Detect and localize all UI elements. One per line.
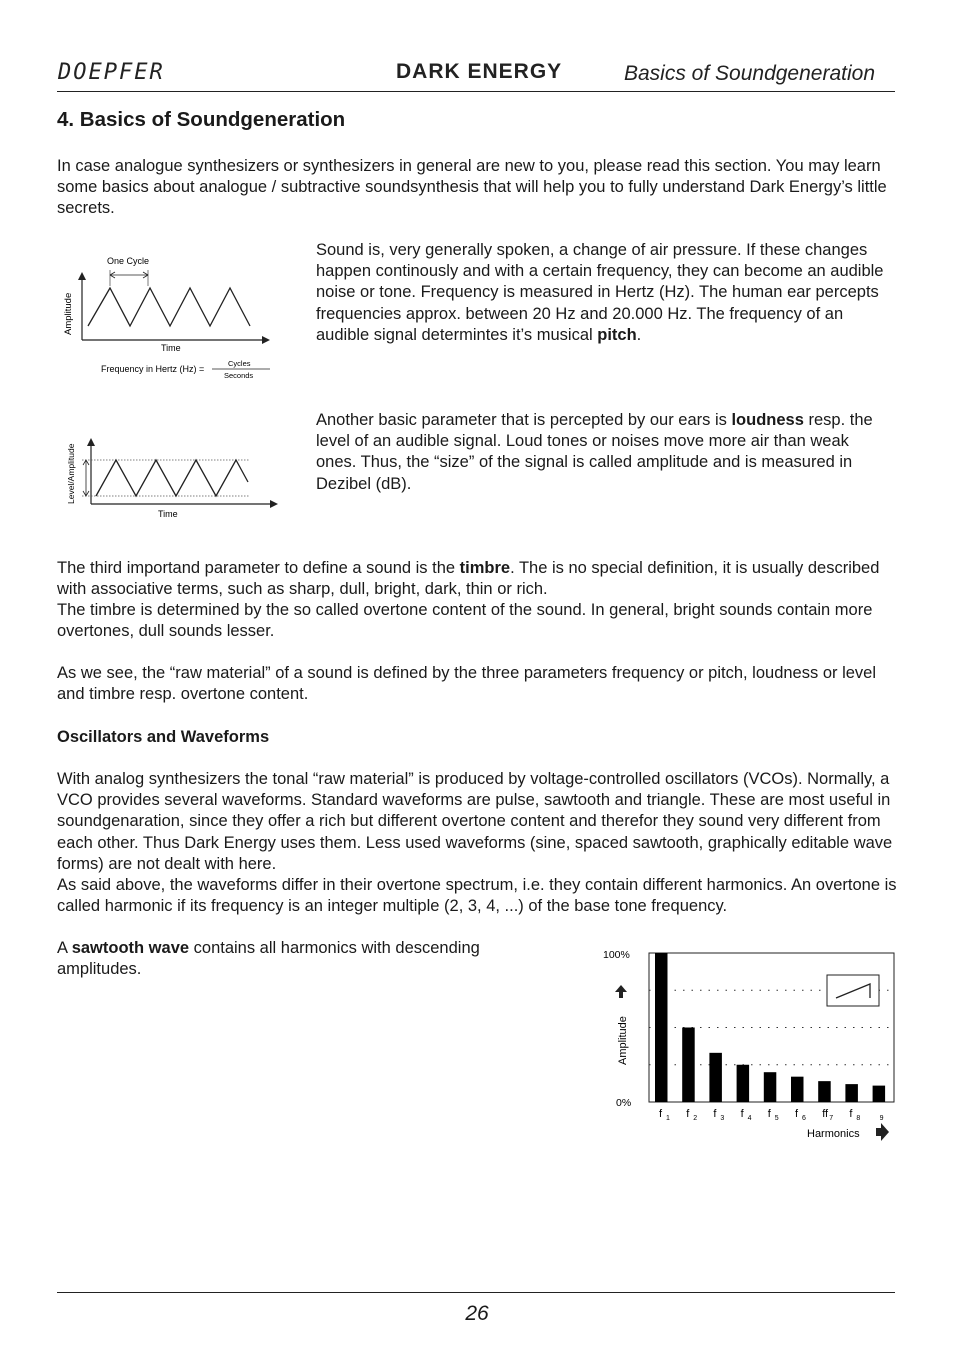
brand-logo: DOEPFER [58, 60, 165, 85]
frequency-paragraph: Sound is, very generally spoken, a change of air pressure. If these changes happen continously and with a certain frequency, they can become an audible noise or tone. Frequency is measured in Hertz (Hz). The human ear percepts frequencies approx. between 20 Hz and 20.000 Hz. The frequency of an audible signal determintes it’s musical pitch. [316, 241, 884, 344]
page-title: 4. Basics of Soundgeneration [57, 108, 346, 131]
intro-paragraph: In case analogue synthesizers or synthesizers in general are new to you, please read this section. You may learn some basics about analogue / subtractive soundsynthesis that will help you to fully understand Dark Energy’s little secrets. [57, 157, 887, 218]
tick-label-f5: f [767, 1108, 771, 1120]
bar-f6 [791, 1077, 804, 1102]
tick-label-f3: f [713, 1108, 717, 1120]
sawtooth-term: sawtooth wave [71, 939, 190, 957]
oscillators-subheading: Oscillators and Waveforms [57, 728, 270, 746]
tick-label-f6: f [795, 1108, 799, 1120]
bar-f3 [709, 1053, 722, 1102]
header-rule [57, 91, 895, 92]
arrow-up-icon [615, 985, 627, 998]
header-section-title: Basics of Soundgeneration [624, 62, 876, 85]
tick-subscript-f2: 2 [693, 1115, 698, 1122]
time-axis-label: Time [161, 343, 181, 353]
bar-f5 [764, 1072, 777, 1102]
bar-f4 [737, 1065, 750, 1102]
tick-label-f8: f [849, 1108, 853, 1120]
tick-subscript-f6: 6 [802, 1115, 806, 1122]
sawtooth-paragraph: A sawtooth wave contains all harmonics with descending amplitudes. [57, 939, 480, 979]
tick-subscript-f1: 1 [666, 1115, 670, 1122]
tick-label-f4: f [740, 1108, 744, 1120]
loudness-paragraph: Another basic parameter that is percepted by our ears is loudness resp. the level of an audible signal. Loud tones or noises move more air than weak ones. Thus, the “size” of the signal is called amplitude and is measured in Dezibel (dB). [316, 411, 873, 493]
tick-subscript-f8: 8 [856, 1115, 861, 1122]
raw-material-paragraph: As we see, the “raw material” of a sound is defined by the three parameters frequency or pitch, loudness or level and timbre resp. overtone content. [57, 664, 877, 704]
tick-subscript-f5: 5 [774, 1115, 779, 1122]
formula-numerator: Cycles [228, 359, 251, 368]
tick-subscript-f9: 9 [879, 1115, 884, 1122]
formula-denominator: Seconds [224, 371, 254, 380]
harmonics-paragraph: As said above, the waveforms differ in their overtone spectrum, i.e. they contain different harmonics. An overtone is called harmonic if its frequency is an integer multiple (2, 3, 4, ...) of the base tone frequency. [57, 876, 897, 916]
bar-f7 [818, 1081, 831, 1102]
x-axis-label: Harmonics [807, 1128, 860, 1140]
footer-rule [57, 1292, 895, 1293]
tick-labels [659, 1108, 884, 1122]
overtone-paragraph: The timbre is determined by the so called overtone content of the sound. In general, bright sounds contain more overtones, dull sounds lesser. [57, 601, 873, 641]
tick-subscript-f7: 7 [829, 1115, 834, 1122]
bar-f1 [655, 953, 668, 1102]
y-top-label: 100% [603, 949, 630, 961]
amplitude-figure [60, 432, 290, 527]
tick-subscript-f4: 4 [747, 1115, 752, 1122]
y-axis-label: Amplitude [617, 1016, 629, 1065]
tick-label-f2: f [686, 1108, 690, 1120]
frequency-figure [60, 250, 290, 385]
one-cycle-label: One Cycle [107, 256, 150, 266]
bar-f9 [873, 1086, 886, 1102]
vco-paragraph: With analog synthesizers the tonal “raw material” is produced by voltage-controlled oscillators (VCOs). Normally, a VCO provides several waveforms. Standard waveforms are pulse, sawtooth and triangle. These are most useful in soundgenaration, since they offer a rich but different overtone content and therefor they sound very different from each other. Thus Dark Energy uses them. Less used waveforms (sine, spaced sawtooth, graphically editable wave forms) are not dealt with here. [57, 770, 893, 873]
arrow-right-icon [876, 1123, 889, 1141]
amplitude-axis-label: Amplitude [63, 292, 74, 335]
y-bottom-label: 0% [616, 1097, 632, 1109]
tick-subscript-f3: 3 [720, 1115, 725, 1122]
timbre-term: timbre [459, 559, 511, 577]
tick-label-f1: f [659, 1108, 663, 1120]
frequency-formula-left: Frequency in Hertz (Hz) = [101, 364, 205, 374]
level-amplitude-axis-label: Level/Amplitude [66, 443, 76, 504]
triangle-wave [88, 288, 250, 326]
bar-f8 [845, 1084, 858, 1102]
sawtooth-spectrum-chart [596, 940, 906, 1150]
time-axis-label-2: Time [158, 509, 178, 519]
bar-f2 [682, 1028, 695, 1103]
loudness-term: loudness [731, 411, 804, 429]
timbre-paragraph: The third importand parameter to define a sound is the timbre. The is no special definition, it is usually described with associative terms, such as sharp, dull, bright, dark, thin or rich. [57, 559, 880, 599]
tick-label-f7: ff [822, 1108, 829, 1120]
triangle-wave-2 [96, 460, 248, 496]
pitch-term: pitch [597, 325, 637, 344]
page-number: 26 [465, 1302, 489, 1325]
product-name: DARK ENERGY [396, 60, 563, 83]
